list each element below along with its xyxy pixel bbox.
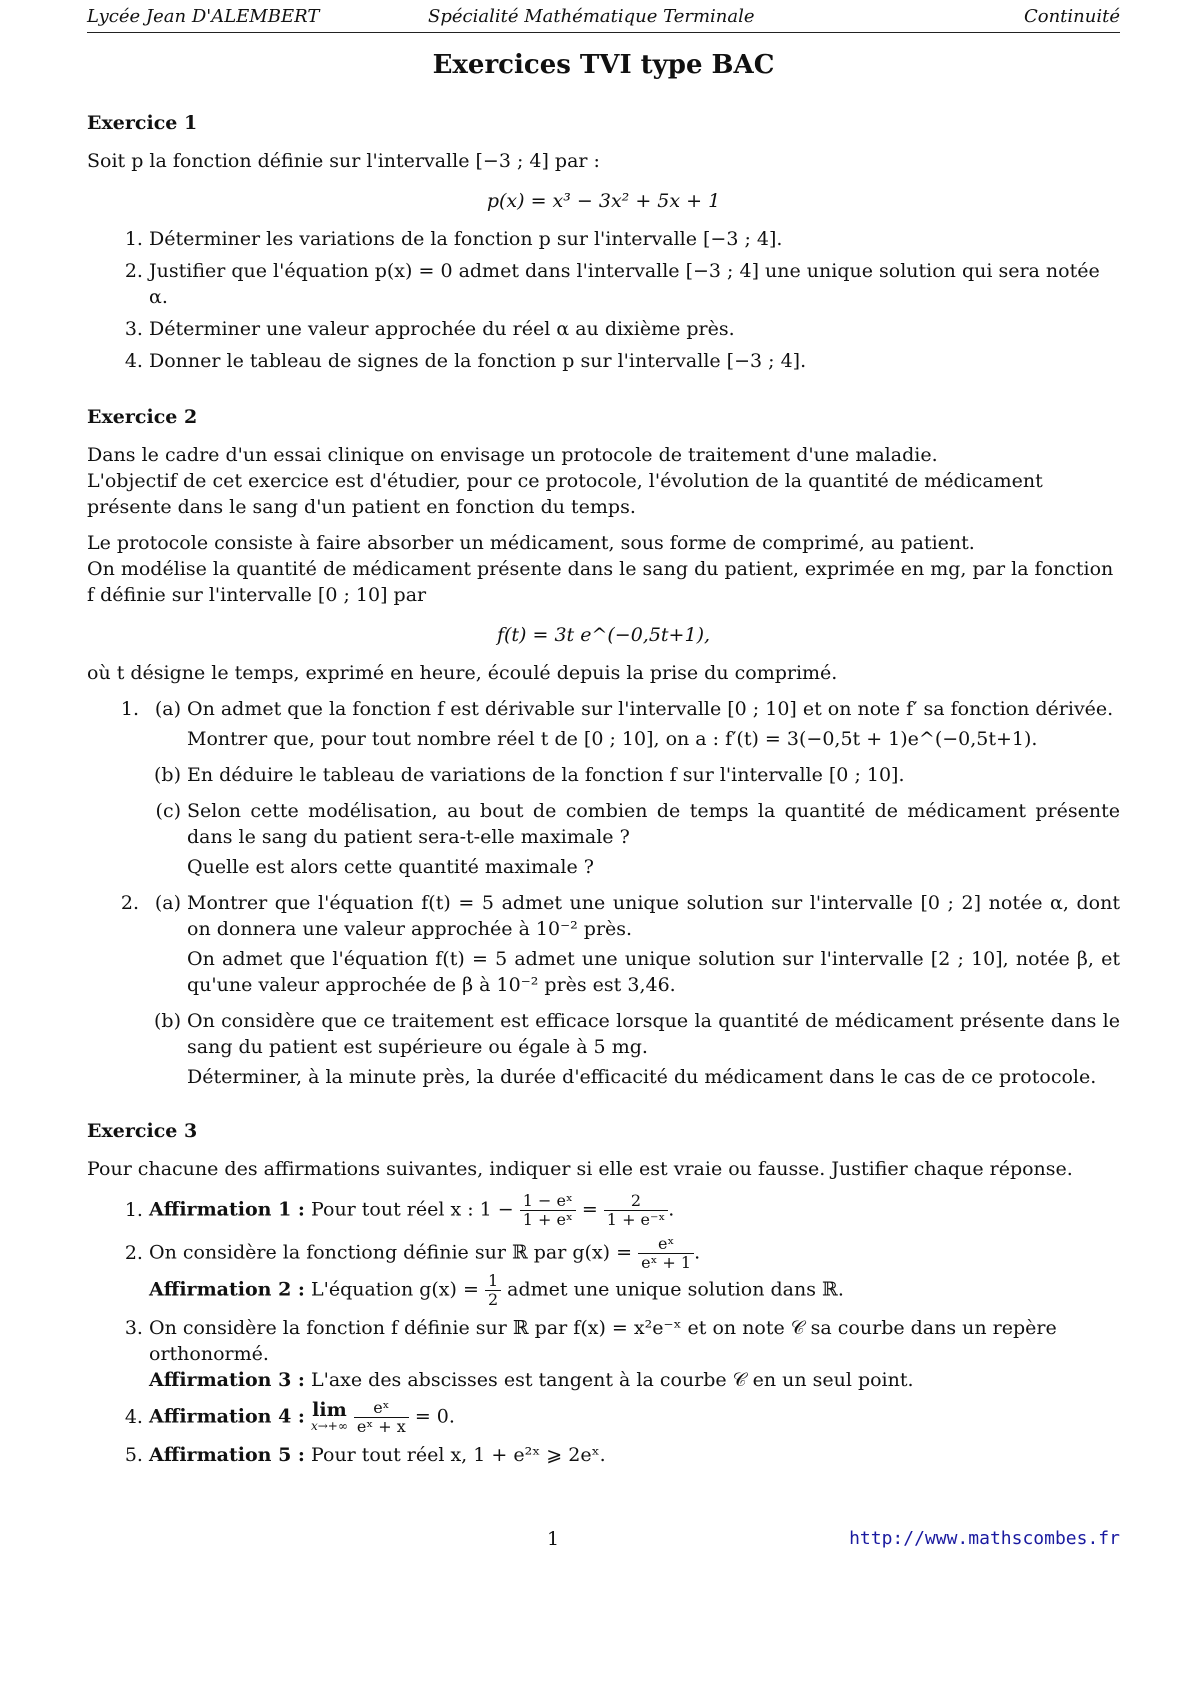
question-1a-text: On admet que la fonction f est dérivable sur l'intervalle [0 ; 10] et on note f′ sa fonction dérivée. — [187, 698, 1114, 720]
header-school: Lycée Jean D'ALEMBERT — [87, 6, 320, 27]
affirmation-1-fraction-right: $\frac{2}{\text{1 + e⁻ˣ}}$ — [604, 1192, 668, 1229]
exercise-3-title: Exercice 3 — [87, 1120, 198, 1142]
affirmation-5-label: Affirmation 5 : — [149, 1444, 305, 1466]
exercise-1 — [87, 110, 1120, 374]
affirmation-1-label: Affirmation 1 : — [149, 1198, 305, 1221]
exercise-1-formula: p(x) = x³ − 3x² + 5x + 1 — [486, 190, 721, 212]
subquestion-a-label: (a) — [154, 698, 181, 720]
exercise-1-intro: Soit p la fonction définie sur l'intervalle [−3 ; 4] par : — [87, 150, 600, 172]
question-1b — [87, 762, 1120, 792]
website-link[interactable]: http://www.mathscombes.fr — [849, 1528, 1120, 1549]
exercise-1-question-3: 3. Déterminer une valeur approchée du réel α au dixième près. — [149, 316, 1120, 342]
affirmation-2-label: Affirmation 2 : — [149, 1278, 305, 1301]
affirmation-3-context: On considère la fonction f définie sur ℝ par f(x) = x²e⁻ˣ et on note 𝒞 sa courbe dans un repère orthonormé. — [149, 1317, 1057, 1365]
question-1c-followup: Quelle est alors cette quantité maximale ? — [187, 856, 594, 878]
header-course: Spécialité Mathématique Terminale — [428, 6, 755, 27]
exercise-2-model: On modélise la quantité de médicament présente dans le sang du patient, exprimée en mg, par la fonction f définie sur l'intervalle [0 ; 10] par — [87, 558, 1114, 606]
affirmation-3-statement: L'axe des abscisses est tangent à la courbe 𝒞 en un seul point. — [310, 1369, 914, 1391]
exercise-2-formula: f(t) = 3t e^(−0,5t+1), — [496, 624, 711, 646]
exercise-2-context: Dans le cadre d'un essai clinique on envisage un protocole de traitement d'une maladie. — [87, 444, 938, 466]
question-1b-text: En déduire le tableau de variations de la fonction f sur l'intervalle [0 ; 10]. — [187, 764, 905, 786]
exercise-2-title: Exercice 2 — [87, 406, 198, 428]
affirmation-2-fraction: $\frac{\text{eˣ}}{\text{eˣ + 1}}$ — [638, 1235, 694, 1272]
header-chapter: Continuité — [1023, 6, 1120, 27]
affirmation-1-fraction-left: $\frac{\text{1 − eˣ}}{\text{1 + eˣ}}$ — [520, 1192, 576, 1229]
subquestion-a-label: (a) — [154, 892, 181, 914]
question-2-number: 2. — [120, 892, 139, 914]
subquestion-c-label: (c) — [155, 800, 181, 822]
question-1c — [87, 798, 1120, 884]
question-2a — [87, 890, 1120, 1002]
exercise-1-questions — [87, 226, 1120, 374]
document-page — [87, 0, 1120, 1696]
question-2a-text: Montrer que l'équation f(t) = 5 admet une unique solution sur l'intervalle [0 ; 2] notée α, dont on donnera une valeur approchée à 10⁻² près. — [187, 892, 1120, 940]
page-content — [87, 110, 1120, 1480]
question-2b-text: On considère que ce traitement est efficace lorsque la quantité de médicament présente dans le sang du patient est supérieure ou égale à 5 mg. — [187, 1010, 1120, 1058]
question-2a-admitted: On admet que l'équation f(t) = 5 admet une unique solution sur l'intervalle [2 ; 10], notée β, et qu'une valeur approchée de β à 10⁻² près est 3,46. — [187, 948, 1120, 996]
affirmation-4-limit: lim x→+∞ — [310, 1398, 348, 1433]
affirmation-2-context: On considère la fonctiong définie sur ℝ par g(x) = — [149, 1241, 633, 1264]
affirmation-1: 1. Affirmation 1 : Pour tout réel x : 1 − $\frac{\text{1 − eˣ}}{\text{1 + eˣ}}$ = $\frac{2}{\text{1 + e⁻ˣ}}$ . — [149, 1192, 1120, 1229]
question-2b — [87, 1008, 1120, 1094]
exercise-3-statements — [87, 1192, 1120, 1468]
page-number: 1 — [547, 1528, 560, 1550]
subquestion-b-label: (b) — [154, 1010, 181, 1032]
affirmation-5 — [149, 1442, 1120, 1468]
question-1a — [87, 696, 1120, 756]
affirmation-4-label: Affirmation 4 : — [149, 1405, 305, 1428]
page-header — [87, 6, 1120, 33]
exercise-3 — [87, 1118, 1120, 1468]
exercise-2 — [87, 404, 1120, 1094]
page-title: Exercices TVI type BAC — [432, 50, 775, 80]
exercise-1-question-1: 1. Déterminer les variations de la fonction p sur l'intervalle [−3 ; 4]. — [149, 226, 1120, 252]
question-2b-task: Déterminer, à la minute près, la durée d'efficacité du médicament dans le cas de ce protocole. — [187, 1066, 1097, 1088]
affirmation-3-label: Affirmation 3 : — [149, 1369, 305, 1391]
exercise-1-question-4: 4. Donner le tableau de signes de la fonction p sur l'intervalle [−3 ; 4]. — [149, 348, 1120, 374]
exercise-2-variable-note: où t désigne le temps, exprimé en heure, écoulé depuis la prise du comprimé. — [87, 662, 838, 684]
exercise-2-protocol: Le protocole consiste à faire absorber un médicament, sous forme de comprimé, au patient. — [87, 532, 975, 554]
affirmation-2-statement-a: L'équation g(x) = — [310, 1278, 479, 1301]
subquestion-b-label: (b) — [154, 764, 181, 786]
question-1-number: 1. — [120, 698, 139, 720]
exercise-2-objective: L'objectif de cet exercice est d'étudier, pour ce protocole, l'évolution de la quantité de médicament présente dans le sang d'un patient en fonction du temps. — [87, 470, 1043, 518]
affirmation-4-fraction: $\frac{\text{eˣ}}{\text{eˣ + x}}$ — [354, 1399, 409, 1436]
question-1c-text: Selon cette modélisation, au bout de combien de temps la quantité de médicament présente dans le sang du patient sera-t-elle maximale ? — [187, 800, 1120, 848]
affirmation-2: 2. On considère la fonctiong définie sur ℝ par g(x) = $\frac{\text{eˣ}}{\text{eˣ + 1}}$ . Affirmation 2 : L'équation g(x) = $\frac{1}{2}$ admet une unique solution dans ℝ. — [149, 1235, 1120, 1309]
exercise-1-question-2: 2. Justifier que l'équation p(x) = 0 admet dans l'intervalle [−3 ; 4] une unique solution qui sera notée α. — [149, 258, 1120, 310]
exercise-3-intro: Pour chacune des affirmations suivantes, indiquer si elle est vraie ou fausse. Justifier chaque réponse. — [87, 1158, 1073, 1180]
affirmation-3 — [149, 1315, 1120, 1393]
affirmation-5-text: Pour tout réel x, 1 + e²ˣ ⩾ 2eˣ. — [310, 1444, 606, 1466]
question-1a-derivative: Montrer que, pour tout nombre réel t de [0 ; 10], on a : f′(t) = 3(−0,5t + 1)e^(−0,5t+1). — [187, 728, 1038, 750]
affirmation-2-half: $\frac{1}{2}$ — [485, 1272, 501, 1309]
affirmation-4: 4. Affirmation 4 : lim x→+∞ $\frac{\text{eˣ}}{\text{eˣ + x}}$ = 0. — [149, 1399, 1120, 1436]
exercise-1-title: Exercice 1 — [87, 112, 198, 134]
affirmation-2-statement-b: admet une unique solution dans ℝ. — [507, 1278, 844, 1301]
affirmation-1-text: Pour tout réel x : 1 − — [310, 1198, 514, 1221]
